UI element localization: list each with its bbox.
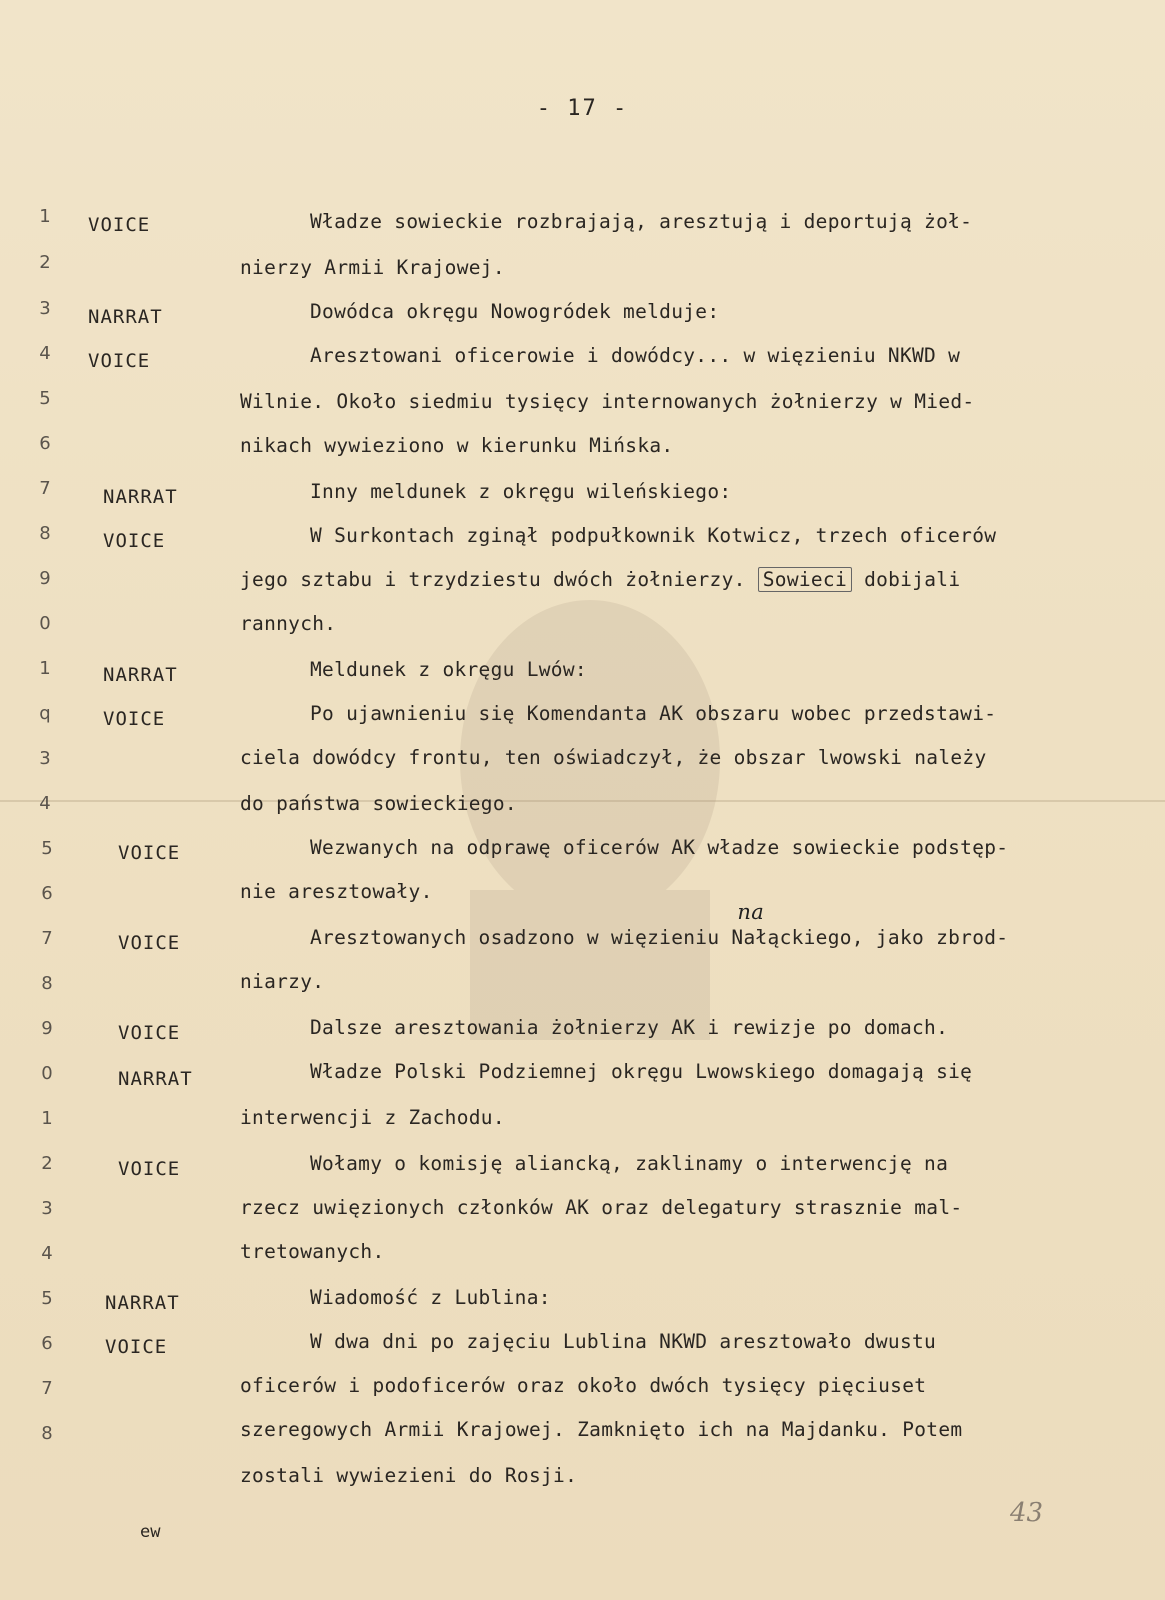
text-line: Wiadomość z Lublina:	[310, 1286, 551, 1309]
typist-initials: ew	[140, 1522, 161, 1542]
text-line: nie aresztowały.	[240, 880, 433, 903]
text-line: Wilnie. Około siedmiu tysięcy internowanych żołnierzy w Mied-	[240, 390, 975, 413]
line-number: 7	[39, 478, 51, 499]
line-number: 4	[41, 1243, 53, 1264]
line-number: 8	[39, 523, 51, 544]
text-line: W dwa dni po zajęciu Lublina NKWD aresztowało dwustu	[310, 1330, 937, 1353]
corrected-word-wrapper	[731, 900, 1009, 949]
line-number: 9	[41, 1018, 53, 1039]
line-number: 0	[41, 1063, 53, 1084]
text-line: do państwa sowieckiego.	[240, 792, 517, 815]
text-line: Aresztowani oficerowie i dowódcy... w więzieniu NKWD w	[310, 344, 961, 367]
line-number: 8	[41, 1423, 53, 1444]
line-number: 4	[39, 343, 51, 364]
text-line: szeregowych Armii Krajowej. Zamknięto ich na Majdanku. Potem	[240, 1418, 963, 1441]
line-number: 3	[41, 1198, 53, 1219]
speaker-label: VOICE	[103, 530, 166, 552]
line-number: 6	[41, 1333, 53, 1354]
line-number: 1	[39, 658, 51, 679]
line-number: 0	[39, 613, 51, 634]
page-number: - 17 -	[536, 96, 629, 121]
text-line: tretowanych.	[240, 1240, 385, 1263]
text-line: ciela dowódcy frontu, ten oświadczył, że obszar lwowski należy	[240, 746, 987, 769]
speaker-label: VOICE	[118, 842, 181, 864]
speaker-label: VOICE	[118, 932, 181, 954]
text-line: Wołamy o komisję aliancką, zaklinamy o interwencję na	[310, 1152, 949, 1175]
text-line: interwencji z Zachodu.	[240, 1106, 505, 1129]
line-number: 9	[39, 568, 51, 589]
speaker-label: VOICE	[103, 708, 166, 730]
text-line: oficerów i podoficerów oraz około dwóch tysięcy pięciuset	[240, 1374, 927, 1397]
text-line: rannych.	[240, 612, 337, 635]
speaker-label: VOICE	[118, 1158, 181, 1180]
folio-number: 43	[1010, 1498, 1044, 1528]
line-number: 8	[41, 973, 53, 994]
corrected-word: Nałąckiego, jako zbrod-	[731, 926, 1009, 949]
speaker-label: NARRAT	[105, 1292, 180, 1314]
line-number: 1	[39, 206, 51, 227]
line-number: 5	[41, 1288, 53, 1309]
line-number: 7	[41, 928, 53, 949]
speaker-label: VOICE	[118, 1022, 181, 1044]
line-number: 6	[41, 883, 53, 904]
line-number: 2	[39, 252, 51, 273]
text-line: Po ujawnieniu się Komendanta AK obszaru wobec przedstawi-	[310, 702, 997, 725]
speaker-label: NARRAT	[103, 486, 178, 508]
line-number: 5	[41, 838, 53, 859]
speaker-label: VOICE	[88, 350, 151, 372]
text-line: Wezwanych na odprawę oficerów AK władze sowieckie podstęp-	[310, 836, 1009, 859]
line-number: q	[39, 703, 51, 724]
line-number: 2	[41, 1153, 53, 1174]
line-number: 5	[39, 388, 51, 409]
text-line: Dowódca okręgu Nowogródek melduje:	[310, 300, 720, 323]
text-line: Inny meldunek z okręgu wileńskiego:	[310, 480, 732, 503]
text-line: niarzy.	[240, 970, 325, 993]
paper-fold	[0, 800, 1165, 802]
speaker-label: VOICE	[88, 214, 151, 236]
speaker-label: NARRAT	[88, 306, 163, 328]
handwritten-correction: na	[737, 900, 765, 924]
text-segment: jego sztabu i trzydziestu dwóch żołnierzy.	[240, 568, 746, 591]
text-line: zostali wywiezieni do Rosji.	[240, 1464, 578, 1487]
text-line	[310, 900, 1009, 949]
line-number: 4	[39, 793, 51, 814]
text-line: Władze sowieckie rozbrajają, aresztują i deportują żoł-	[310, 210, 973, 233]
text-line: nierzy Armii Krajowej.	[240, 256, 505, 279]
text-segment: Aresztowanych osadzono w więzieniu	[310, 926, 720, 949]
speaker-label: VOICE	[105, 1336, 168, 1358]
text-segment: dobijali	[864, 568, 961, 591]
text-line	[240, 568, 960, 591]
text-line: W Surkontach zginął podpułkownik Kotwicz, trzech oficerów	[310, 524, 997, 547]
text-line: Władze Polski Podziemnej okręgu Lwowskiego domagają się	[310, 1060, 973, 1083]
text-line: Meldunek z okręgu Lwów:	[310, 658, 587, 681]
line-number: 7	[41, 1378, 53, 1399]
speaker-label: NARRAT	[103, 664, 178, 686]
boxed-word: Sowieci	[758, 567, 852, 592]
text-line: Dalsze aresztowania żołnierzy AK i rewizje po domach.	[310, 1016, 949, 1039]
line-number: 3	[39, 298, 51, 319]
text-line: rzecz uwięzionych członków AK oraz delegatury strasznie mal-	[240, 1196, 963, 1219]
speaker-label: NARRAT	[118, 1068, 193, 1090]
line-number: 6	[39, 433, 51, 454]
line-number: 3	[39, 748, 51, 769]
text-line: nikach wywieziono w kierunku Mińska.	[240, 434, 674, 457]
line-number: 1	[41, 1108, 53, 1129]
